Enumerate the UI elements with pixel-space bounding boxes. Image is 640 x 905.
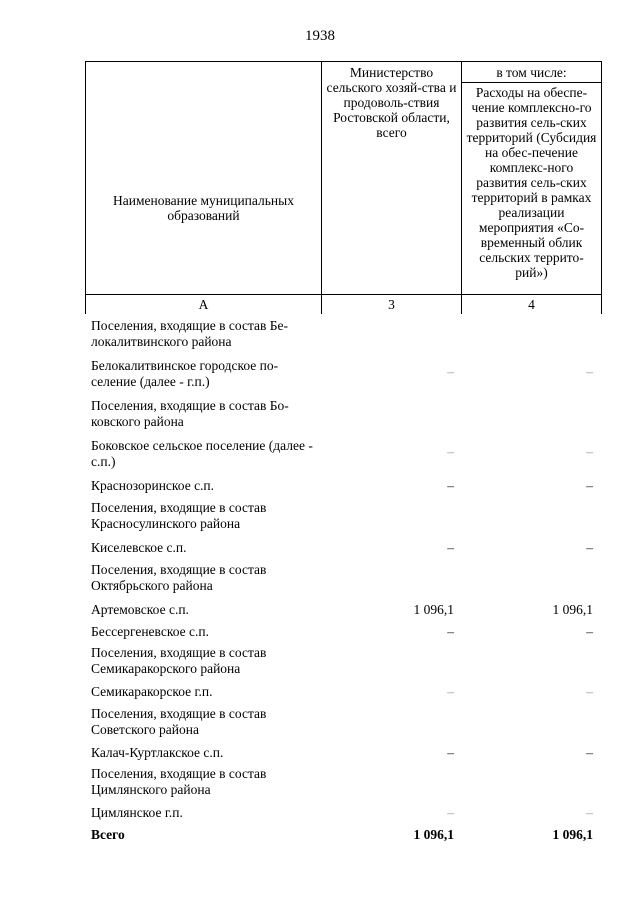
table-row — [85, 318, 601, 358]
page-number: 1938 — [305, 28, 335, 44]
row-name: Поселения, входящие в состав Красносулинского района — [91, 500, 267, 531]
row-value-subsidy: – — [586, 540, 593, 555]
total-value-ministry: 1 096,1 — [413, 827, 454, 842]
row-value-ministry: – — [447, 684, 454, 699]
table-row — [85, 398, 601, 438]
table-row — [85, 540, 601, 562]
row-name: Поселения, входящие в состав Октябрьского района — [91, 562, 267, 593]
row-name: Киселевское с.п. — [91, 540, 187, 555]
table-row — [85, 645, 601, 684]
total-value-subsidy: 1 096,1 — [552, 827, 593, 842]
row-name: Калач-Куртлакское с.п. — [91, 745, 224, 760]
row-value-ministry: – — [447, 540, 454, 555]
table-row — [85, 562, 601, 602]
row-name: Поселения, входящие в состав Цимлянского района — [91, 766, 267, 797]
table-row — [85, 745, 601, 766]
table-row — [85, 602, 601, 624]
row-value-subsidy: – — [586, 624, 593, 639]
row-name: Артемовское с.п. — [91, 602, 189, 617]
index-4: 4 — [462, 295, 602, 315]
index-a: А — [86, 295, 322, 315]
row-value-subsidy: – — [586, 684, 593, 699]
row-name: Цимлянское г.п. — [91, 805, 183, 820]
row-name: Поселения, входящие в состав Советского района — [91, 706, 267, 737]
row-name: Бессергеневское с.п. — [91, 624, 209, 639]
table-row — [85, 358, 601, 398]
table-body — [85, 318, 601, 849]
row-value-subsidy: – — [586, 364, 593, 379]
table-row — [85, 706, 601, 745]
row-value-subsidy: – — [586, 444, 593, 459]
row-name: Семикаракорское г.п. — [91, 684, 213, 699]
row-name: Краснозоринское с.п. — [91, 478, 215, 493]
row-name: Поселения, входящие в состав Бо-ковского района — [91, 398, 289, 429]
row-name: Поселения, входящие в состав Семикаракорского района — [91, 645, 267, 676]
table-row — [85, 805, 601, 827]
row-value-ministry: – — [447, 444, 454, 459]
table-row — [85, 478, 601, 500]
table-row — [85, 766, 601, 805]
header-subsidy-column: Расходы на обеспе-чение комплексно-го развития сель-ских территорий (Субсидия на обес-печение комплекс-ного развития сель-ских территорий в рамках реализации мероприятия «Со-временный облик сельских террито-рий») — [462, 83, 602, 295]
row-value-ministry: – — [447, 745, 454, 760]
row-value-subsidy: – — [586, 805, 593, 820]
total-label: Всего — [91, 827, 125, 842]
total-row — [85, 827, 601, 849]
table-row — [85, 500, 601, 540]
index-3: 3 — [322, 295, 462, 315]
row-value-ministry: 1 096,1 — [413, 602, 454, 617]
header-ministry-column: Министерство сельского хозяй-ства и продоволь-ствия Ростовской области, всего — [322, 62, 462, 295]
row-name: Белокалитвинское городское по-селение (далее - г.п.) — [91, 358, 279, 389]
header-including: в том числе: — [462, 62, 602, 83]
table-row — [85, 684, 601, 706]
row-value-subsidy: – — [586, 478, 593, 493]
row-value-ministry: – — [447, 805, 454, 820]
row-name: Боковское сельское поселение (далее - с.п.) — [91, 438, 313, 469]
table-row — [85, 624, 601, 645]
row-value-subsidy: – — [586, 745, 593, 760]
table-header — [85, 61, 602, 314]
header-name-column: Наименование муниципальных образований — [86, 62, 322, 295]
row-name: Поселения, входящие в состав Бе-локалитвинского района — [91, 318, 289, 349]
row-value-ministry: – — [447, 624, 454, 639]
row-value-subsidy: 1 096,1 — [552, 602, 593, 617]
row-value-ministry: – — [447, 364, 454, 379]
table-row — [85, 438, 601, 478]
row-value-ministry: – — [447, 478, 454, 493]
